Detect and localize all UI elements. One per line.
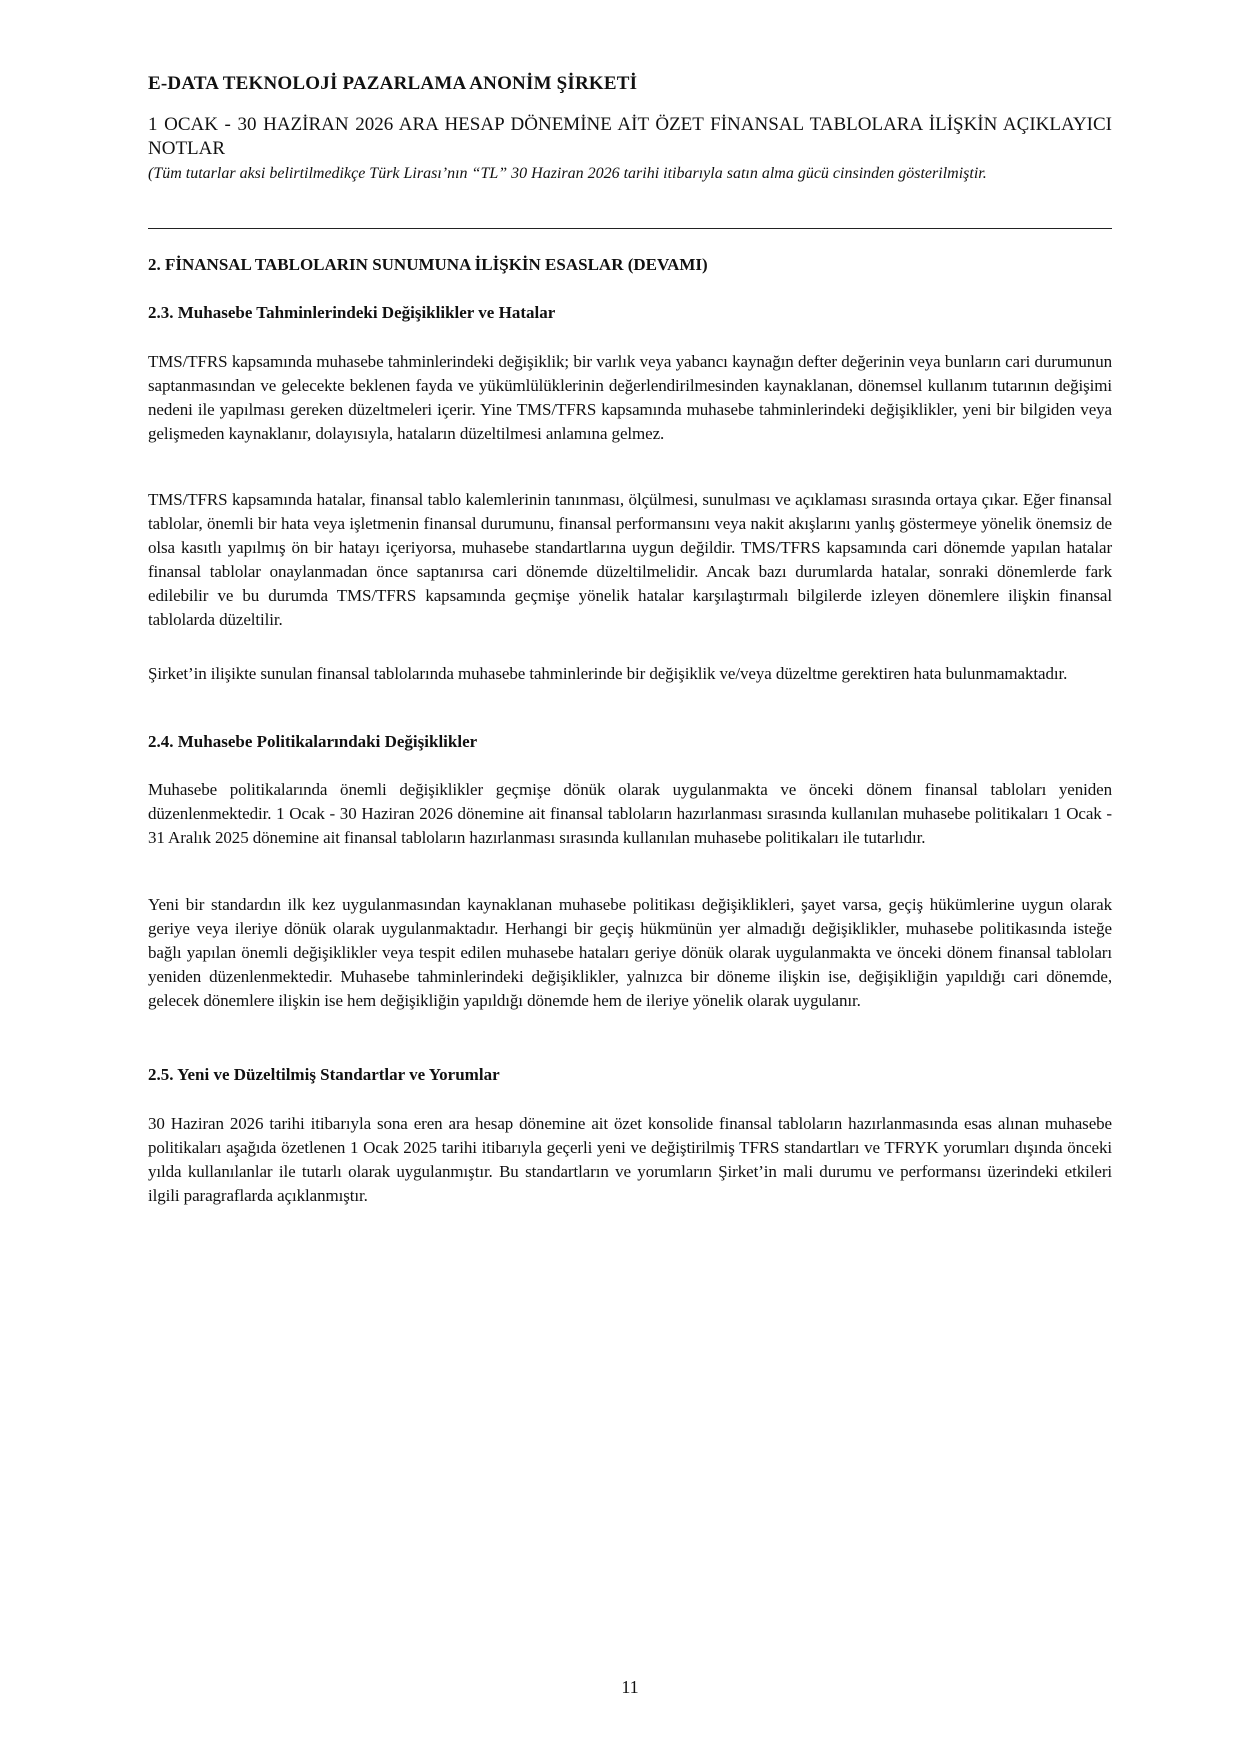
page-number: 11 (621, 1677, 639, 1697)
subsection-heading-2-4: 2.4. Muhasebe Politikalarındaki Değişiklikler (148, 732, 478, 751)
paragraph-2-3-1: TMS/TFRS kapsamında muhasebe tahminlerindeki değişiklik; bir varlık veya yabancı kaynağın defter değerinin veya bunların cari durumunun saptanmasından ve gelecekte beklenen fayda ve yükümlülüklerinin değerlendirilmesinden kaynaklanan, dönemsel kullanım tutarının değişimi nedeni ile yapılması gereken düzeltmeleri içerir. Yine TMS/TFRS kapsamında muhasebe tahminlerindeki değişiklikler, yeni bir bilgiden veya gelişmeden kaynaklanır, dolayısıyla, hataların düzeltilmesi anlamına gelmez. (148, 352, 1112, 443)
subsection-heading-2-3: 2.3. Muhasebe Tahminlerindeki Değişiklikler ve Hatalar (148, 303, 556, 322)
paragraph-2-4-1: Muhasebe politikalarında önemli değişiklikler geçmişe dönük olarak uygulanmakta ve önceki dönem finansal tabloları yeniden düzenlenmektedir. 1 Ocak - 30 Haziran 2026 dönemine ait finansal tabloların hazırlanması sırasında kullanılan muhasebe politikaları 1 Ocak - 31 Aralık 2025 dönemine ait finansal tabloların hazırlanması sırasında kullanılan muhasebe politikaları ile tutarlıdır. (148, 780, 1112, 847)
header-divider (148, 228, 1112, 229)
company-name: E-DATA TEKNOLOJİ PAZARLAMA ANONİM ŞİRKETİ (148, 73, 638, 94)
paragraph-2-3-3: Şirket’in ilişikte sunulan finansal tablolarında muhasebe tahminlerinde bir değişiklik ve/veya düzeltme gerektiren hata bulunmamaktadır. (148, 664, 1068, 683)
document-page (148, 0, 1112, 1754)
report-period-title: 1 OCAK - 30 HAZİRAN 2026 ARA HESAP DÖNEMİNE AİT ÖZET FİNANSAL TABLOLARA İLİŞKİN AÇIKLAYICI NOTLAR (148, 114, 1112, 159)
subsection-heading-2-5: 2.5. Yeni ve Düzeltilmiş Standartlar ve Yorumlar (148, 1065, 500, 1084)
paragraph-2-4-2: Yeni bir standardın ilk kez uygulanmasından kaynaklanan muhasebe politikası değişiklikleri, şayet varsa, geçiş hükümlerine uygun olarak geriye veya ileriye dönük olarak uygulanmaktadır. Herhangi bir geçiş hükmünün yer almadığı değişiklikler, muhasebe politikasında isteğe bağlı yapılan önemli değişiklikler veya tespit edilen muhasebe hataları geriye dönük olarak uygulanmakta ve önceki dönem finansal tabloları yeniden düzenlenmektedir. Muhasebe tahminlerindeki değişiklikler, yalnızca bir döneme ilişkin ise, değişikliğin yapıldığı cari dönemde, gelecek dönemlere ilişkin ise hem değişikliğin yapıldığı dönemde hem de ileriye yönelik olarak uygulanır. (148, 895, 1112, 1010)
paragraph-2-3-2: TMS/TFRS kapsamında hatalar, finansal tablo kalemlerinin tanınması, ölçülmesi, sunulması ve açıklaması sırasında ortaya çıkar. Eğer finansal tablolar, önemli bir hata veya işletmenin finansal durumunu, finansal performansını veya nakit akışlarını yanlış göstermeye yönelik önemsiz de olsa kasıtlı yapılmış ön bir hatayı içeriyorsa, muhasebe standartlarına uygun değildir. TMS/TFRS kapsamında cari dönemde yapılan hatalar finansal tablolar onaylanmadan önce saptanırsa cari dönemde düzeltilmelidir. Ancak bazı durumlarda hatalar, sonraki dönemlerde fark edilebilir ve bu durumda TMS/TFRS kapsamında geçmişe yönelik hatalar karşılaştırmalı bilgilerde izleyen dönemlere ilişkin finansal tablolarda düzeltilir. (148, 490, 1112, 629)
currency-note: (Tüm tutarlar aksi belirtilmedikçe Türk Lirası’nın “TL” 30 Haziran 2026 tarihi itibarıyla satın alma gücü cinsinden gösterilmiştir. (148, 165, 987, 182)
paragraph-2-5-1: 30 Haziran 2026 tarihi itibarıyla sona eren ara hesap dönemine ait özet konsolide finansal tabloların hazırlanmasında esas alınan muhasebe politikaları aşağıda özetlenen 1 Ocak 2025 tarihi itibarıyla geçerli yeni ve değiştirilmiş TFRS standartları ve TFRYK yorumları dışında önceki yılda kullanılanlar ile tutarlı olarak uygulanmıştır. Bu standartların ve yorumların Şirket’in mali durumu ve performansı üzerindeki etkileri ilgili paragraflarda açıklanmıştır. (148, 1114, 1112, 1205)
section-heading: 2. FİNANSAL TABLOLARIN SUNUMUNA İLİŞKİN ESASLAR (DEVAMI) (148, 255, 708, 274)
